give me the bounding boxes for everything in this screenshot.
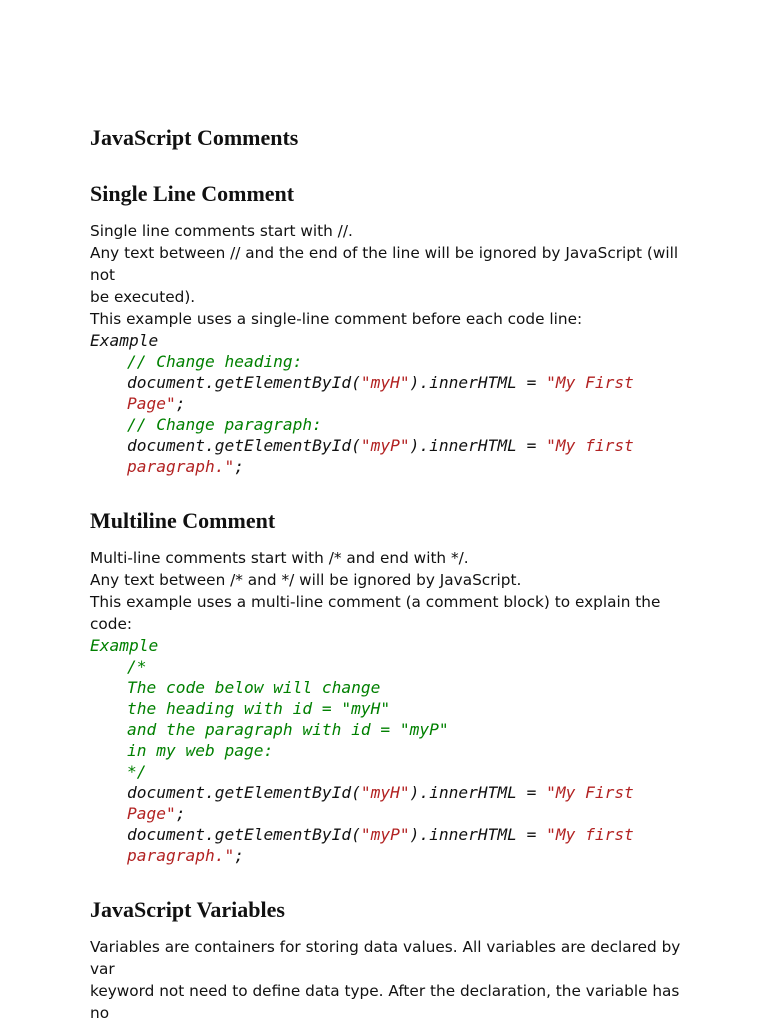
paragraph-variables-line-1: Variables are containers for storing data values. All variables are declared by var <box>90 938 681 978</box>
code-comment-change-heading: // Change heading: <box>127 352 303 371</box>
code-comment-line: in my web page: <box>127 741 274 760</box>
code-semicolon: ; <box>234 457 244 476</box>
section-heading-variables: JavaScript Variables <box>90 897 285 922</box>
code-line-heading-cont <box>90 393 690 414</box>
code-fragment: ).innerHTML = <box>409 783 547 802</box>
code-string: "myP" <box>360 825 410 844</box>
example-label-single: Example <box>90 331 159 350</box>
code-fragment: document.getElementById( <box>127 373 361 392</box>
code-semicolon: ; <box>175 394 186 413</box>
page-title: JavaScript Comments <box>90 125 299 150</box>
code-fragment: ).innerHTML = <box>409 436 547 455</box>
example-label-multi: Example <box>90 636 159 655</box>
code-string: Page" <box>127 804 176 823</box>
paragraph-multi-intro: Multi-line comments start with /* and end with */. <box>90 549 469 567</box>
code-string: "My first <box>546 436 634 455</box>
code-line-paragraph-cont <box>90 845 690 866</box>
code-fragment: document.getElementById( <box>127 436 361 455</box>
code-line-heading <box>90 372 690 393</box>
paragraph-single-intro: Single line comments start with //. <box>90 222 353 240</box>
code-fragment: ).innerHTML = <box>409 373 547 392</box>
spacer <box>90 477 690 495</box>
code-fragment: document.getElementById( <box>127 825 361 844</box>
paragraph-multi-text: Any text between /* and */ will be ignored by JavaScript. <box>90 571 522 589</box>
code-string: "My First <box>546 373 634 392</box>
document-content <box>90 118 690 1024</box>
code-line-heading-cont <box>90 803 690 824</box>
spacer <box>90 866 690 884</box>
code-line-paragraph-cont <box>90 456 690 477</box>
code-line-paragraph <box>90 435 690 456</box>
code-semicolon: ; <box>234 846 244 865</box>
paragraph-single-text-a: Any text between // and the end of the line will be ignored by JavaScript (will not <box>90 244 679 284</box>
code-string: paragraph." <box>127 457 235 476</box>
code-string: "myP" <box>360 436 410 455</box>
code-string: "myH" <box>360 373 410 392</box>
code-fragment: ).innerHTML = <box>409 825 547 844</box>
code-comment-line: and the paragraph with id = "myP" <box>127 720 449 739</box>
code-line-heading <box>90 782 690 803</box>
code-comment-line: the heading with id = "myH" <box>127 699 391 718</box>
code-string: Page" <box>127 394 176 413</box>
section-heading-multiline: Multiline Comment <box>90 508 276 533</box>
code-comment-close: */ <box>127 762 147 781</box>
paragraph-single-example-intro: This example uses a single-line comment before each code line: <box>90 310 583 328</box>
paragraph-multi-example-intro: This example uses a multi-line comment (a comment block) to explain the code: <box>90 593 661 633</box>
code-fragment: document.getElementById( <box>127 783 361 802</box>
code-string: paragraph." <box>127 846 235 865</box>
paragraph-variables-line-2: keyword not need to define data type. After the declaration, the variable has no <box>90 982 680 1022</box>
code-comment-change-paragraph: // Change paragraph: <box>127 415 322 434</box>
code-string: "My first <box>546 825 634 844</box>
code-comment-open: /* <box>127 657 147 676</box>
code-string: "My First <box>546 783 634 802</box>
paragraph-single-text-b: be executed). <box>90 288 196 306</box>
section-heading-single-line: Single Line Comment <box>90 181 295 206</box>
code-comment-line: The code below will change <box>127 678 381 697</box>
code-semicolon: ; <box>175 804 186 823</box>
code-line-paragraph <box>90 824 690 845</box>
code-string: "myH" <box>360 783 410 802</box>
